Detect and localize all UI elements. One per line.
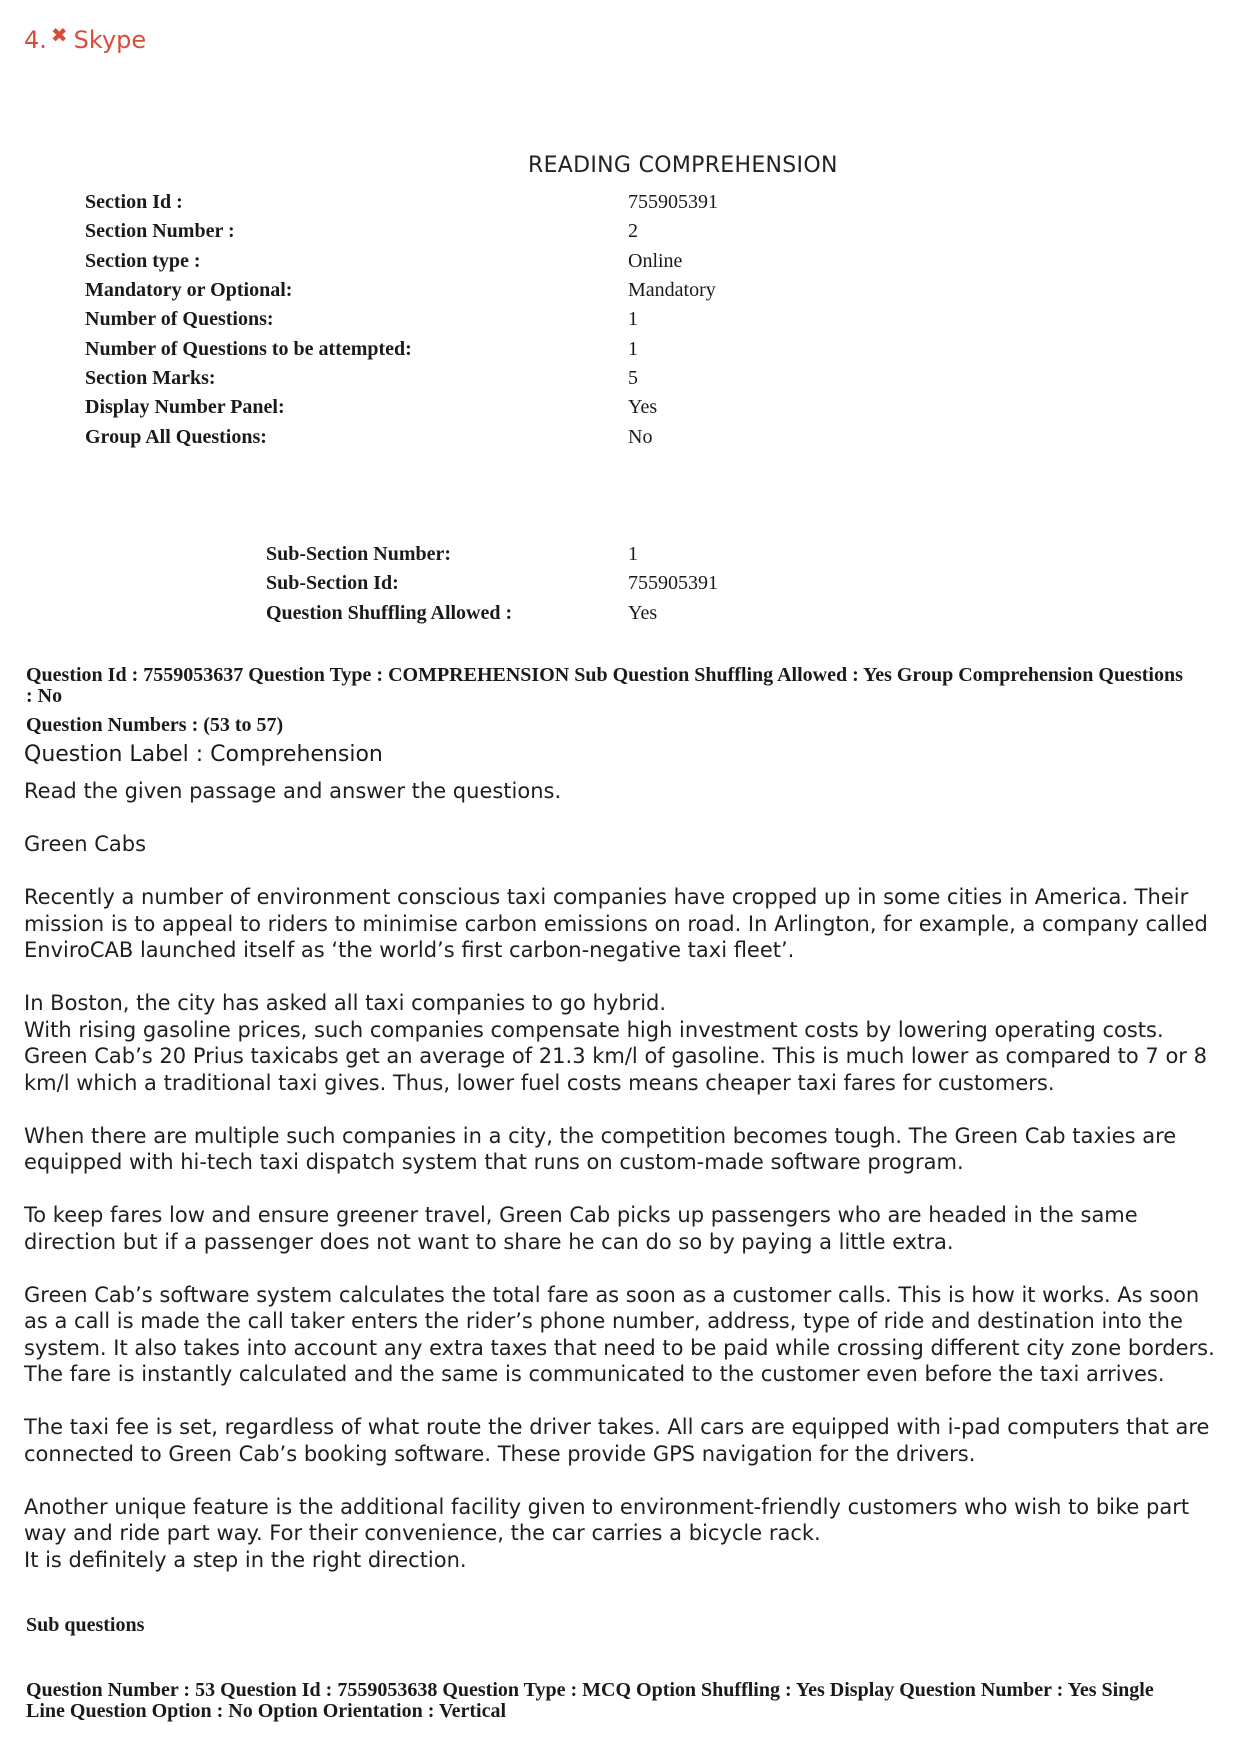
- passage-title: Green Cabs: [24, 832, 147, 856]
- field-label: Mandatory or Optional:: [85, 279, 293, 302]
- close-icon: ✖: [50, 23, 68, 47]
- table-row: [266, 599, 718, 628]
- passage-paragraph: With rising gasoline prices, such companies compensate high investment costs by lowering operating costs. Green Cab’s 20 Prius taxicabs get an average of 21.3 km/l of gasoline. This is much lower as compared to 7 or 8 km/l which a traditional taxi gives. Thus, lower fuel costs means cheaper taxi fares for customers.: [24, 1017, 1207, 1095]
- app-name: Skype: [73, 26, 147, 54]
- field-value: No: [628, 425, 653, 448]
- field-value: 1: [628, 308, 638, 331]
- field-value: Yes: [628, 396, 658, 419]
- table-row: [85, 364, 718, 393]
- table-row: [266, 569, 718, 598]
- field-value: 755905391: [628, 572, 718, 595]
- question-info: Question Id : 7559053637 Question Type : COMPREHENSION Sub Question Shuffling Allowed : Yes Group Comprehension Questions : No: [26, 664, 1183, 707]
- field-label: Question Shuffling Allowed :: [266, 601, 513, 624]
- section-title: READING COMPREHENSION: [528, 153, 838, 178]
- field-value: 2: [628, 220, 638, 243]
- sub-questions-heading: Sub questions: [26, 1614, 145, 1636]
- passage-instruction: Read the given passage and answer the questions.: [24, 779, 562, 803]
- passage-paragraph: When there are multiple such companies in a city, the competition becomes tough. The Green Cab taxies are equipped with hi-tech taxi dispatch system that runs on custom-made software program.: [24, 1123, 1177, 1174]
- passage-paragraph: It is definitely a step in the right direction.: [24, 1547, 467, 1572]
- field-value: 5: [628, 366, 638, 389]
- table-row: [85, 393, 718, 422]
- field-value: 1: [628, 543, 638, 566]
- table-row: [85, 422, 718, 451]
- passage-paragraph: Another unique feature is the additional facility given to environment-friendly customers who wish to bike part way and ride part way. For their convenience, the car carries a bicycle rack.: [24, 1494, 1190, 1545]
- field-label: Section type :: [85, 249, 201, 272]
- field-value: 755905391: [628, 191, 718, 214]
- passage-paragraph: In Boston, the city has asked all taxi companies to go hybrid.: [24, 991, 667, 1015]
- field-value: Yes: [628, 601, 658, 624]
- section-details-table: [85, 188, 718, 452]
- field-value: Online: [628, 249, 683, 272]
- comprehension-passage: [24, 778, 1224, 1573]
- passage-paragraph: Green Cab’s software system calculates the total fare as soon as a customer calls. This is how it works. As soon as a call is made the call taker enters the rider’s phone number, address, type of ride and destination into the system. It also takes into account any extra taxes that need to be paid while crossing different city zone borders. The fare is instantly calculated and the same is communicated to the customer even before the taxi arrives.: [24, 1282, 1215, 1386]
- passage-paragraph: The taxi fee is set, regardless of what route the driver takes. All cars are equipped with i-pad computers that are connected to Green Cab’s booking software. These provide GPS navigation for the drivers.: [24, 1415, 1210, 1466]
- field-label: Sub-Section Number:: [266, 543, 452, 566]
- field-label: Section Id :: [85, 191, 183, 214]
- field-value: 1: [628, 337, 638, 360]
- table-row: [85, 188, 718, 217]
- field-label: Section Number :: [85, 220, 235, 243]
- table-row: [266, 540, 718, 569]
- field-value: Mandatory: [628, 279, 716, 302]
- page-header: [24, 23, 147, 54]
- field-label: Number of Questions to be attempted:: [85, 337, 412, 360]
- table-row: [85, 334, 718, 363]
- item-number: 4.: [24, 26, 47, 54]
- table-row: [85, 276, 718, 305]
- field-label: Section Marks:: [85, 366, 216, 389]
- field-label: Group All Questions:: [85, 425, 267, 448]
- table-row: [85, 247, 718, 276]
- question-numbers: Question Numbers : (53 to 57): [26, 714, 284, 736]
- field-label: Sub-Section Id:: [266, 572, 399, 595]
- table-row: [85, 217, 718, 246]
- question-label: Question Label : Comprehension: [24, 742, 383, 767]
- table-row: [85, 305, 718, 334]
- subsection-details-table: [266, 540, 718, 628]
- field-label: Display Number Panel:: [85, 396, 285, 419]
- field-label: Number of Questions:: [85, 308, 274, 331]
- passage-paragraph: Recently a number of environment conscious taxi companies have cropped up in some cities in America. Their mission is to appeal to riders to minimise carbon emissions on road. In Arlington, for example, a company called EnviroCAB launched itself as ‘the world’s first carbon-negative taxi fleet’.: [24, 885, 1208, 962]
- passage-paragraph: To keep fares low and ensure greener travel, Green Cab picks up passengers who are headed in the same direction but if a passenger does not want to share he can do so by paying a little extra.: [24, 1203, 1138, 1254]
- sub-question-info: Question Number : 53 Question Id : 7559053638 Question Type : MCQ Option Shuffling : Yes Display Question Number : Yes Single Line Question Option : No Option Orientation : Vertical: [26, 1679, 1154, 1722]
